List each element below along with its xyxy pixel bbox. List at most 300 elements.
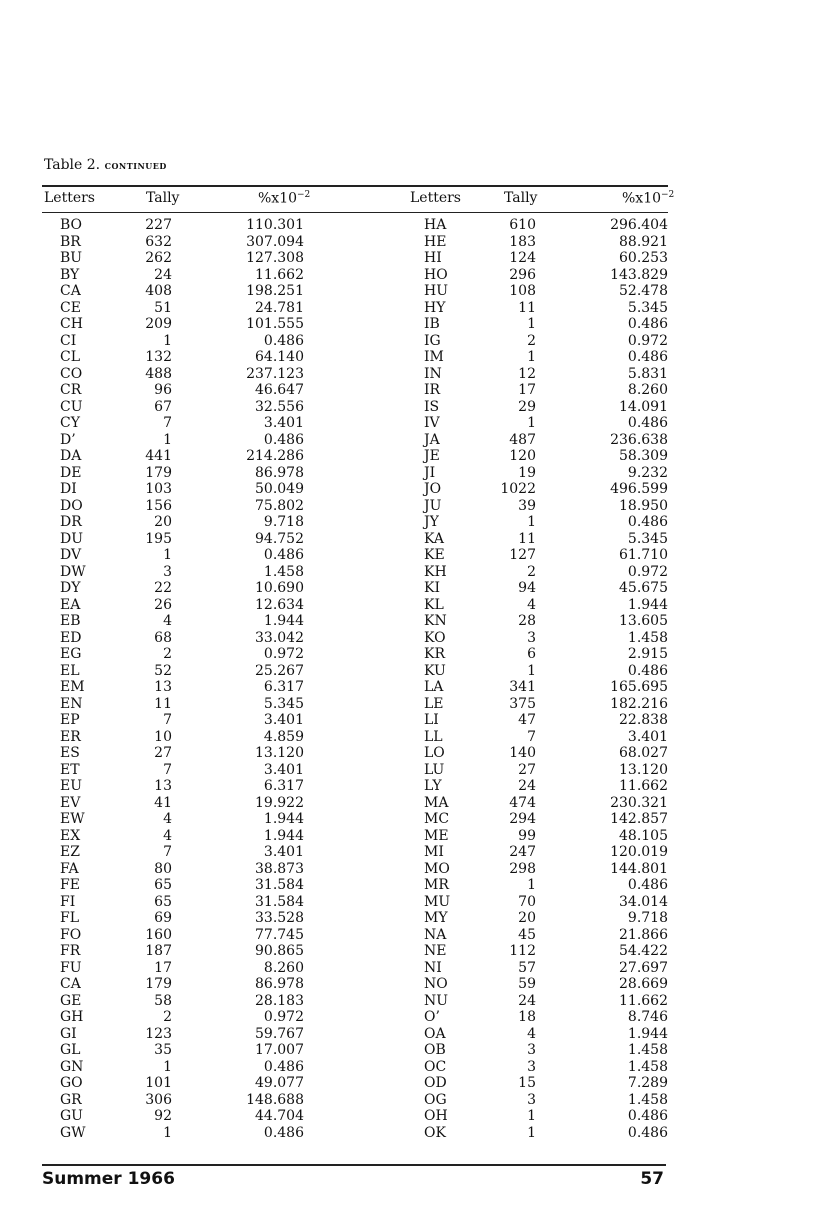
header-letters-left: Letters <box>44 190 95 206</box>
table-cell: 17 <box>154 959 172 976</box>
table-cell: 143.829 <box>610 266 668 283</box>
table-cell: 120 <box>509 448 536 464</box>
table-cell: 230.321 <box>610 794 668 811</box>
table-cell: IR <box>424 382 441 398</box>
table-cell: 24 <box>518 778 536 794</box>
table-cell: 7 <box>163 761 172 778</box>
table-cell: 67 <box>154 398 172 415</box>
table-cell: 3 <box>527 1042 536 1058</box>
table-cell: 2 <box>163 646 172 662</box>
table-cell: BR <box>60 233 81 250</box>
table-cell: BY <box>60 266 80 283</box>
table-cell: 44.704 <box>255 1108 304 1124</box>
table-cell: 25.267 <box>255 662 304 679</box>
table-cell: 0.972 <box>627 332 668 349</box>
table-cell: 2 <box>527 563 536 580</box>
table-cell: OA <box>424 1025 446 1042</box>
table-cell: 1 <box>163 431 172 448</box>
table-cell: 59.767 <box>255 1025 304 1042</box>
table-cell: NU <box>424 992 449 1009</box>
table-cell: 198.251 <box>246 283 304 299</box>
table-cell: ED <box>60 629 82 646</box>
table-cell: 28.183 <box>255 992 304 1009</box>
table-cell: 103 <box>145 481 172 497</box>
table-cell: 0.486 <box>627 877 668 893</box>
table-cell: 17 <box>518 382 536 398</box>
table-cell: 58 <box>154 992 172 1009</box>
table-cell: CA <box>60 976 81 992</box>
table-cell: DE <box>60 464 82 481</box>
table-cell: JY <box>424 514 439 530</box>
table-cell: LO <box>424 745 445 761</box>
table-cell: 80 <box>154 860 172 877</box>
footer-issue: Summer 1966 <box>42 1169 175 1189</box>
table-cell: 68.027 <box>619 745 668 761</box>
table-cell: MO <box>424 860 450 877</box>
table-cell: 0.486 <box>263 547 304 563</box>
table-cell: 1 <box>163 547 172 563</box>
table-cell: 14.091 <box>619 398 668 415</box>
table-cell: MU <box>424 893 451 910</box>
table-cell: 24 <box>518 992 536 1009</box>
table-cell: EZ <box>60 844 80 860</box>
table-cell: 33.042 <box>255 629 304 646</box>
table-cell: 12.634 <box>255 596 304 613</box>
table-cell: 1.458 <box>627 1042 668 1058</box>
table-cell: HA <box>424 217 447 233</box>
table-cell: BO <box>60 217 83 233</box>
table-cell: 54.422 <box>619 943 668 959</box>
table-cell: 9.718 <box>627 910 668 926</box>
table-cell: 375 <box>509 695 536 712</box>
table-cell: 22.838 <box>619 712 668 728</box>
table-cell: 17.007 <box>255 1042 304 1058</box>
table-cell: 3 <box>527 629 536 646</box>
table-cell: 127.308 <box>246 250 304 266</box>
table-cell: 3.401 <box>263 415 304 431</box>
table-cell: 2.915 <box>627 646 668 662</box>
table-cell: 1 <box>527 1124 536 1141</box>
table-cell: 441 <box>145 448 172 464</box>
table-cell: 48.105 <box>619 827 668 844</box>
table-cell: 101.555 <box>246 316 304 332</box>
table-cell: 49.077 <box>255 1075 304 1091</box>
header-pct-exponent: −2 <box>297 190 311 200</box>
header-tally-left: Tally <box>146 190 180 206</box>
table-cell: OB <box>424 1042 446 1058</box>
table-cell: 0.486 <box>263 1124 304 1141</box>
table-cell: HO <box>424 266 448 283</box>
table-cell: GE <box>60 992 82 1009</box>
table-cell: KA <box>424 530 445 547</box>
table-cell: 77.745 <box>255 926 304 943</box>
table-cell: LE <box>424 695 444 712</box>
table-cell: MY <box>424 910 448 926</box>
table-cell: DA <box>60 448 82 464</box>
table-cell: CR <box>60 382 82 398</box>
table-cell: 298 <box>509 860 536 877</box>
table-cell: 0.972 <box>263 1009 304 1025</box>
table-cell: HY <box>424 299 446 316</box>
table-cell: 13.605 <box>619 613 668 629</box>
table-cell: 182.216 <box>610 695 668 712</box>
table-cell: 18 <box>518 1009 536 1025</box>
table-cell: 183 <box>509 233 536 250</box>
right-letters-column <box>424 217 464 1141</box>
table-cell: 487 <box>509 431 536 448</box>
table-cell: 39 <box>518 497 536 514</box>
table-cell: IM <box>424 349 444 365</box>
left-tally-column <box>130 217 172 1141</box>
table-cell: 20 <box>518 910 536 926</box>
table-cell: 88.921 <box>619 233 668 250</box>
table-cell: JE <box>424 448 440 464</box>
table-cell: 408 <box>145 283 172 299</box>
table-cell: 45 <box>518 926 536 943</box>
table-cell: 5.345 <box>627 299 668 316</box>
table-cell: OD <box>424 1075 447 1091</box>
table-cell: 57 <box>518 959 536 976</box>
table-cell: CE <box>60 299 81 316</box>
table-cell: DR <box>60 514 82 530</box>
table-cell: JO <box>424 481 442 497</box>
table-cell: 22 <box>154 580 172 596</box>
table-cell: EB <box>60 613 81 629</box>
table-cell: 13.120 <box>619 761 668 778</box>
table-cell: KU <box>424 662 446 679</box>
table-cell: 4.859 <box>263 728 304 745</box>
table-cell: HE <box>424 233 447 250</box>
table-cell: 13.120 <box>255 745 304 761</box>
table-cell: 1.458 <box>627 1058 668 1075</box>
table-cell: 1.944 <box>263 827 304 844</box>
table-cell: 3 <box>527 1091 536 1108</box>
table-cell: 1 <box>527 316 536 332</box>
table-cell: 227 <box>145 217 172 233</box>
header-letters-right: Letters <box>410 190 461 206</box>
table-cell: 2 <box>163 1009 172 1025</box>
header-pct-base: %x10 <box>258 190 298 207</box>
table-cell: NI <box>424 959 442 976</box>
table-cell: 124 <box>509 250 536 266</box>
table-cell: GN <box>60 1058 84 1075</box>
table-cell: GH <box>60 1009 84 1025</box>
table-cell: 120.019 <box>610 844 668 860</box>
table-cell: EU <box>60 778 83 794</box>
table-cell: 1 <box>527 662 536 679</box>
table-cell: EW <box>60 811 85 827</box>
table-cell: 58.309 <box>619 448 668 464</box>
table-cell: 11.662 <box>619 992 668 1009</box>
table-cell: 92 <box>154 1108 172 1124</box>
table-cell: NE <box>424 943 447 959</box>
table-cell: DO <box>60 497 83 514</box>
table-cell: 307.094 <box>246 233 304 250</box>
table-cell: 341 <box>509 679 536 695</box>
table-cell: 1.458 <box>263 563 304 580</box>
table-cell: 123 <box>145 1025 172 1042</box>
table-cell: 1 <box>163 1124 172 1141</box>
table-cell: 7 <box>163 415 172 431</box>
table-cell: 9.718 <box>263 514 304 530</box>
table-cell: 99 <box>518 827 536 844</box>
table-cell: 1.944 <box>627 596 668 613</box>
table-cell: CU <box>60 398 83 415</box>
table-cell: GO <box>60 1075 83 1091</box>
table-cell: 46.647 <box>255 382 304 398</box>
table-cell: KE <box>424 547 445 563</box>
table-cell: 38.873 <box>255 860 304 877</box>
table-cell: DV <box>60 547 82 563</box>
table-cell: LL <box>424 728 443 745</box>
table-cell: 90.865 <box>255 943 304 959</box>
table-cell: KR <box>424 646 445 662</box>
table-top-rule <box>42 185 668 187</box>
table-cell: 11 <box>518 530 536 547</box>
table-cell: 2 <box>527 332 536 349</box>
table-cell: EM <box>60 679 85 695</box>
table-cell: LA <box>424 679 444 695</box>
header-rule <box>42 212 668 213</box>
table-cell: 19.922 <box>255 794 304 811</box>
table-cell: 4 <box>163 811 172 827</box>
table-cell: IG <box>424 332 441 349</box>
table-cell: 0.972 <box>263 646 304 662</box>
table-cell: FR <box>60 943 81 959</box>
table-cell: 21.866 <box>619 926 668 943</box>
table-cell: 31.584 <box>255 877 304 893</box>
table-cell: GR <box>60 1091 82 1108</box>
table-cell: OK <box>424 1124 446 1141</box>
table-cell: DY <box>60 580 81 596</box>
header-pct-right <box>622 190 674 207</box>
table-cell: 127 <box>509 547 536 563</box>
table-cell: 1 <box>527 514 536 530</box>
table-cell: 24 <box>154 266 172 283</box>
header-pct-base: %x10 <box>622 190 662 207</box>
table-cell: 50.049 <box>255 481 304 497</box>
table-cell: 294 <box>509 811 536 827</box>
table-cell: EL <box>60 662 80 679</box>
table-cell: 214.286 <box>246 448 304 464</box>
table-cell: IB <box>424 316 440 332</box>
table-cell: FU <box>60 959 82 976</box>
table-cell: 610 <box>509 217 536 233</box>
table-cell: MI <box>424 844 444 860</box>
table-cell: 27.697 <box>619 959 668 976</box>
table-cell: 5.345 <box>627 530 668 547</box>
table-cell: 0.486 <box>263 1058 304 1075</box>
footer-page-number: 57 <box>640 1169 664 1189</box>
table-cell: 0.486 <box>263 332 304 349</box>
table-cell: 0.486 <box>627 1108 668 1124</box>
table-cell: 86.978 <box>255 976 304 992</box>
table-cell: KH <box>424 563 447 580</box>
table-cell: OG <box>424 1091 447 1108</box>
table-cell: MC <box>424 811 450 827</box>
table-cell: 156 <box>145 497 172 514</box>
table-cell: KI <box>424 580 440 596</box>
table-cell: 1022 <box>500 481 536 497</box>
table-cell: 75.802 <box>255 497 304 514</box>
table-cell: 132 <box>145 349 172 365</box>
table-cell: EP <box>60 712 80 728</box>
table-cell: 1.944 <box>627 1025 668 1042</box>
table-cell: KO <box>424 629 446 646</box>
table-cell: 110.301 <box>246 217 304 233</box>
table-cell: 179 <box>145 464 172 481</box>
table-cell: 3.401 <box>263 761 304 778</box>
table-cell: 4 <box>527 1025 536 1042</box>
table-cell: 27 <box>518 761 536 778</box>
table-cell: 632 <box>145 233 172 250</box>
table-cell: 32.556 <box>255 398 304 415</box>
table-cell: 9.232 <box>627 464 668 481</box>
table-cell: ER <box>60 728 81 745</box>
table-cell: 6 <box>527 646 536 662</box>
table-cell: 112 <box>509 943 536 959</box>
table-cell: CA <box>60 283 81 299</box>
table-cell: 12 <box>518 365 536 382</box>
table-cell: FL <box>60 910 80 926</box>
table-cell: 4 <box>163 613 172 629</box>
table-cell: 195 <box>145 530 172 547</box>
table-cell: 4 <box>163 827 172 844</box>
table-cell: 45.675 <box>619 580 668 596</box>
table-cell: 13 <box>154 679 172 695</box>
table-cell: FO <box>60 926 82 943</box>
table-cell: 0.486 <box>627 514 668 530</box>
table-cell: 41 <box>154 794 172 811</box>
table-cell: 108 <box>509 283 536 299</box>
table-cell: 60.253 <box>619 250 668 266</box>
table-cell: O’ <box>424 1009 440 1025</box>
table-cell: 8.746 <box>627 1009 668 1025</box>
table-cell: 209 <box>145 316 172 332</box>
table-cell: 94.752 <box>255 530 304 547</box>
table-cell: GL <box>60 1042 81 1058</box>
table-cell: JI <box>424 464 436 481</box>
table-cell: GW <box>60 1124 86 1141</box>
caption-qualifier: continued <box>104 158 167 172</box>
table-cell: 11 <box>518 299 536 316</box>
table-cell: 52.478 <box>619 283 668 299</box>
table-cell: 1 <box>527 1108 536 1124</box>
table-cell: 6.317 <box>263 778 304 794</box>
table-cell: FE <box>60 877 80 893</box>
table-cell: 28.669 <box>619 976 668 992</box>
table-cell: 0.486 <box>263 431 304 448</box>
header-pct-exponent: −2 <box>661 190 675 200</box>
table-cell: GI <box>60 1025 77 1042</box>
table-cell: DI <box>60 481 77 497</box>
table-cell: JU <box>424 497 442 514</box>
table-cell: 3 <box>163 563 172 580</box>
table-cell: 10.690 <box>255 580 304 596</box>
table-cell: IV <box>424 415 440 431</box>
table-cell: NO <box>424 976 448 992</box>
table-cell: 5.831 <box>627 365 668 382</box>
table-cell: ES <box>60 745 80 761</box>
table-cell: 5.345 <box>263 695 304 712</box>
table-cell: 296 <box>509 266 536 283</box>
table-cell: 24.781 <box>255 299 304 316</box>
table-cell: 59 <box>518 976 536 992</box>
table-cell: 13 <box>154 778 172 794</box>
table-cell: 65 <box>154 877 172 893</box>
table-cell: HU <box>424 283 449 299</box>
table-cell: 68 <box>154 629 172 646</box>
right-tally-column <box>494 217 536 1141</box>
table-cell: 3 <box>527 1058 536 1075</box>
table-cell: 148.688 <box>246 1091 304 1108</box>
table-cell: D’ <box>60 431 76 448</box>
table-cell: 142.857 <box>610 811 668 827</box>
table-cell: 306 <box>145 1091 172 1108</box>
table-cell: 69 <box>154 910 172 926</box>
table-cell: 0.486 <box>627 316 668 332</box>
table-cell: 29 <box>518 398 536 415</box>
table-cell: IN <box>424 365 442 382</box>
table-cell: 26 <box>154 596 172 613</box>
table-cell: 0.486 <box>627 349 668 365</box>
header-tally-right: Tally <box>504 190 538 206</box>
right-pct-column <box>584 217 668 1141</box>
table-cell: EA <box>60 596 81 613</box>
table-cell: 7 <box>527 728 536 745</box>
table-cell: 6.317 <box>263 679 304 695</box>
table-cell: 64.140 <box>255 349 304 365</box>
table-cell: 474 <box>509 794 536 811</box>
header-pct-left <box>258 190 310 207</box>
table-cell: FI <box>60 893 76 910</box>
table-cell: MA <box>424 794 449 811</box>
table-cell: LY <box>424 778 442 794</box>
table-cell: EX <box>60 827 81 844</box>
table-cell: 15 <box>518 1075 536 1091</box>
table-cell: BU <box>60 250 83 266</box>
table-cell: KN <box>424 613 447 629</box>
table-cell: 179 <box>145 976 172 992</box>
table-cell: 1 <box>527 415 536 431</box>
table-cell: EN <box>60 695 83 712</box>
table-cell: 70 <box>518 893 536 910</box>
table-cell: 35 <box>154 1042 172 1058</box>
table-cell: 237.123 <box>246 365 304 382</box>
table-cell: 1 <box>527 349 536 365</box>
table-cell: 19 <box>518 464 536 481</box>
table-cell: LU <box>424 761 445 778</box>
table-cell: 7 <box>163 712 172 728</box>
footer-rule <box>42 1164 666 1166</box>
table-cell: 0.486 <box>627 662 668 679</box>
table-cell: 86.978 <box>255 464 304 481</box>
table-cell: 3.401 <box>627 728 668 745</box>
table-cell: CI <box>60 332 77 349</box>
table-cell: CO <box>60 365 83 382</box>
table-cell: 61.710 <box>619 547 668 563</box>
table-cell: 7 <box>163 844 172 860</box>
table-cell: CL <box>60 349 81 365</box>
left-pct-column <box>220 217 304 1141</box>
table-cell: 236.638 <box>610 431 668 448</box>
table-cell: 101 <box>145 1075 172 1091</box>
table-cell: 262 <box>145 250 172 266</box>
table-cell: 52 <box>154 662 172 679</box>
table-cell: 7.289 <box>627 1075 668 1091</box>
table-cell: 3.401 <box>263 712 304 728</box>
table-cell: 96 <box>154 382 172 398</box>
